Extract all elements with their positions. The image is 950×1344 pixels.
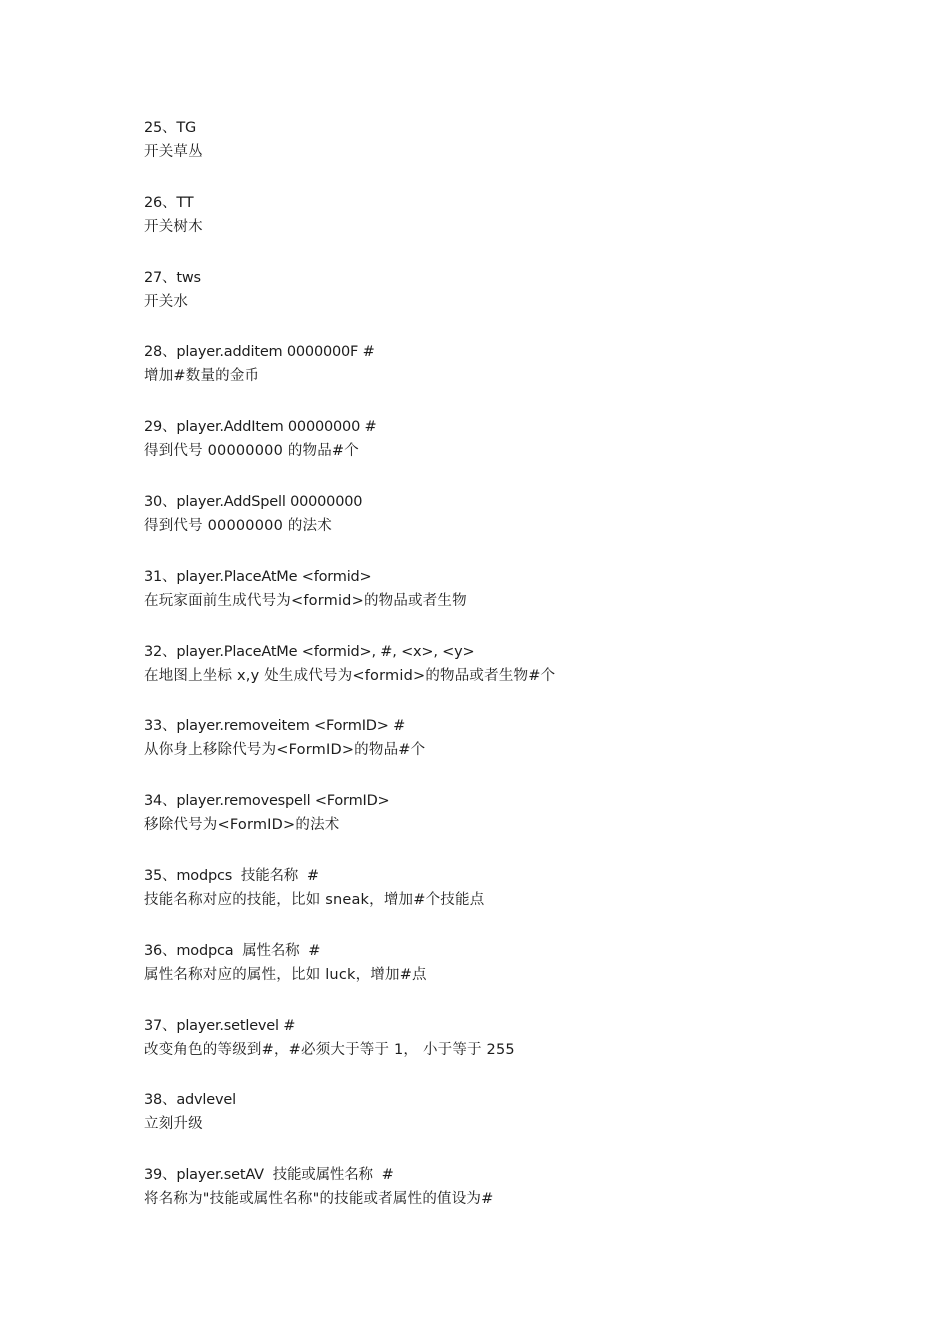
command-text: 39、player.setAV 技能或属性名称 # xyxy=(144,1167,394,1184)
command-text: 38、advlevel xyxy=(144,1092,236,1109)
command-text: 33、player.removeitem <FormID> # xyxy=(144,718,406,735)
list-item xyxy=(144,415,904,490)
list-item xyxy=(144,266,904,341)
list-item xyxy=(144,1088,904,1163)
description-text: 移除代号为<FormID>的法术 xyxy=(144,817,340,834)
description-text: 开关草丛 xyxy=(144,144,203,160)
command-text: 25、TG xyxy=(144,120,197,136)
description-text: 从你身上移除代号为<FormID>的物品#个 xyxy=(144,742,426,759)
list-item xyxy=(144,565,904,640)
command-text: 32、player.PlaceAtMe <formid>, #, <x>, <y> xyxy=(144,643,475,660)
description-text: 在地图上坐标 x,y 处生成代号为<formid>的物品或者生物#个 xyxy=(144,667,556,684)
description-text: 改变角色的等级到#，#必须大于等于 1， 小于等于 255 xyxy=(144,1041,515,1058)
description-text: 属性名称对应的属性，比如 luck，增加#点 xyxy=(144,966,427,983)
list-item xyxy=(144,490,904,565)
list-item xyxy=(144,340,904,415)
description-text: 开关树木 xyxy=(144,218,203,235)
description-text: 得到代号 00000000 的法术 xyxy=(144,517,332,534)
command-text: 29、player.AddItem 00000000 # xyxy=(144,419,377,436)
description-text: 在玩家面前生成代号为<formid>的物品或者生物 xyxy=(144,592,467,609)
command-text: 36、modpca 属性名称 # xyxy=(144,942,321,959)
description-text: 开关水 xyxy=(144,293,189,310)
list-item xyxy=(144,191,904,266)
command-text: 27、tws xyxy=(144,269,201,286)
command-text: 28、player.additem 0000000F # xyxy=(144,344,375,361)
command-list xyxy=(144,116,904,1238)
list-item xyxy=(144,789,904,864)
command-text: 31、player.PlaceAtMe <formid> xyxy=(144,568,372,585)
list-item xyxy=(144,939,904,1014)
description-text: 将名称为"技能或属性名称"的技能或者属性的值设为# xyxy=(144,1191,494,1208)
list-item xyxy=(144,1014,904,1089)
command-text: 30、player.AddSpell 00000000 xyxy=(144,493,363,510)
list-item xyxy=(144,864,904,939)
list-item xyxy=(144,640,904,715)
list-item xyxy=(144,116,904,191)
description-text: 增加#数量的金币 xyxy=(144,368,260,385)
command-text: 37、player.setlevel # xyxy=(144,1017,296,1034)
command-text: 26、TT xyxy=(144,194,194,211)
command-text: 34、player.removespell <FormID> xyxy=(144,793,390,810)
description-text: 技能名称对应的技能，比如 sneak，增加#个技能点 xyxy=(144,891,485,908)
list-item xyxy=(144,714,904,789)
description-text: 得到代号 00000000 的物品#个 xyxy=(144,443,359,460)
command-text: 35、modpcs 技能名称 # xyxy=(144,867,319,884)
description-text: 立刻升级 xyxy=(144,1116,203,1133)
list-item xyxy=(144,1163,904,1238)
